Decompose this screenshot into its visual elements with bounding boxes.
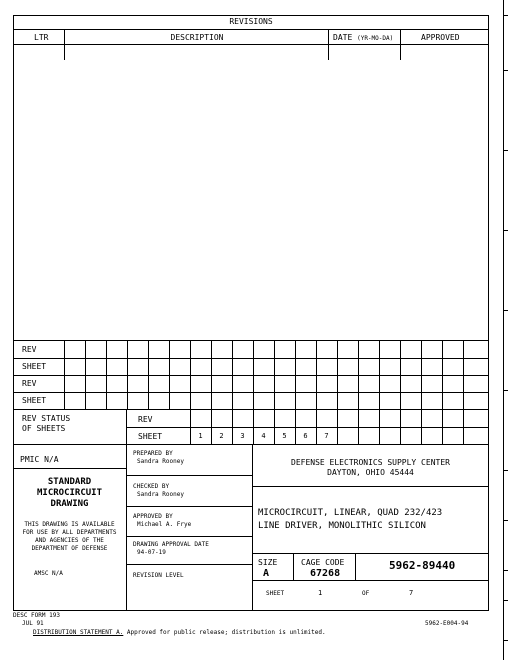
margin-tick	[504, 70, 508, 71]
checked-rule	[126, 506, 252, 507]
cage-divider	[355, 553, 356, 580]
rev-row-label: REV	[22, 345, 37, 354]
margin-tick	[504, 470, 508, 471]
availability-line1: THIS DRAWING IS AVAILABLE	[24, 521, 115, 528]
sheet-label: SHEET	[266, 590, 285, 597]
margin-tick	[504, 150, 508, 151]
rev-status-label-line1: REV STATUS	[22, 414, 71, 423]
revision-level-label: REVISION LEVEL	[133, 572, 184, 579]
size-rule	[252, 580, 489, 581]
drawing-number: 5962-89440	[389, 559, 456, 572]
availability-line3: AND AGENCIES OF THE	[35, 537, 104, 544]
rev-grid-column-line	[400, 340, 401, 409]
cage-code-value: 67268	[310, 568, 341, 579]
prepared-by-name: Sandra Rooney	[137, 458, 184, 465]
checked-by-label: CHECKED BY	[133, 483, 170, 490]
prepared-by-label: PREPARED BY	[133, 450, 173, 457]
sheet-row-label: SHEET	[22, 396, 47, 405]
revisions-title: REVISIONS	[229, 17, 273, 26]
rev-status-bottom-rule	[13, 444, 489, 445]
title-rule	[252, 553, 489, 554]
rev-grid-column-line	[190, 340, 191, 409]
margin-tick	[504, 520, 508, 521]
rev-grid-column-line	[421, 340, 422, 409]
agency-line1: DEFENSE ELECTRONICS SUPPLY CENTER	[291, 458, 450, 467]
margin-tick	[504, 600, 508, 601]
rev-grid-column-line	[337, 340, 338, 409]
rev-grid-column-line	[85, 340, 86, 409]
rev-status-divider	[126, 409, 127, 444]
margin-tick	[504, 230, 508, 231]
revisions-title-rule	[13, 29, 489, 30]
standard-line1: STANDARD	[47, 477, 92, 487]
margin-tick	[504, 640, 508, 641]
document-number: 5962-E004-94	[425, 620, 469, 627]
title-line1: MICROCIRCUIT, LINEAR, QUAD 232/423	[258, 508, 443, 518]
rev-grid-column-line	[442, 340, 443, 409]
margin-tick	[504, 570, 508, 571]
size-value: A	[263, 568, 270, 579]
rev-status-rev-label: REV	[138, 415, 153, 424]
rev-grid-column-line	[253, 340, 254, 409]
availability-line4: DEPARTMENT OF DEFENSE	[31, 545, 108, 552]
rev-grid-column-line	[211, 340, 212, 409]
rev-status-sheet-number: 4	[261, 432, 266, 440]
approved-by-name: Michael A. Frye	[137, 521, 192, 528]
margin-tick	[504, 390, 508, 391]
rev-row-label: REV	[22, 379, 37, 388]
approved-by-label: APPROVED BY	[133, 513, 173, 520]
col-date-header: DATE (YR-MO-DA)	[333, 33, 394, 42]
approval-date-rule	[126, 564, 252, 565]
approved-rule	[126, 536, 252, 537]
rev-grid-column-line	[169, 340, 170, 409]
standard-line3: DRAWING	[50, 499, 89, 509]
pmic-rule	[13, 468, 126, 469]
form-date: JUL 91	[22, 620, 44, 627]
of-value: 7	[409, 589, 414, 597]
rev-grid-column-line	[106, 340, 107, 409]
rev-grid-column-line	[463, 340, 464, 409]
rev-grid-column-line	[127, 340, 128, 409]
rev-grid-column-line	[148, 340, 149, 409]
rev-status-label-line2: OF SHEETS	[22, 424, 66, 433]
prepared-rule	[126, 475, 252, 476]
approval-date-value: 94-07-19	[137, 549, 166, 556]
sheet-value: 1	[318, 589, 323, 597]
rev-grid-column-line	[358, 340, 359, 409]
of-label: OF	[362, 590, 370, 597]
rev-grid-column-line	[64, 340, 65, 409]
rev-status-sheet-number: 1	[198, 432, 203, 440]
rev-status-sheet-number: 5	[282, 432, 287, 440]
pmic-label: PMIC N/A	[20, 455, 59, 464]
rev-grid-column-line	[232, 340, 233, 409]
agency-rule	[252, 486, 489, 487]
rev-grid-rule-4	[13, 409, 489, 410]
rev-grid-column-line	[379, 340, 380, 409]
title-line2: LINE DRIVER, MONOLITHIC SILICON	[258, 521, 426, 531]
size-divider	[293, 553, 294, 580]
approval-date-label: DRAWING APPROVAL DATE	[133, 541, 209, 548]
distribution-statement: DISTRIBUTION STATEMENT A. Approved for public release; distribution is unlimited.	[33, 629, 326, 636]
rev-status-extended-rule	[338, 427, 489, 428]
rev-status-sheet-number: 6	[303, 432, 308, 440]
form-number: DESC FORM 193	[13, 612, 60, 619]
right-margin-line	[503, 0, 504, 660]
rev-status-sheet-label: SHEET	[138, 432, 163, 441]
cage-code-label: CAGE CODE	[301, 558, 345, 567]
margin-tick	[504, 310, 508, 311]
rev-grid-column-line	[295, 340, 296, 409]
revisions-header-rule	[13, 44, 489, 45]
availability-line2: FOR USE BY ALL DEPARTMENTS	[22, 529, 117, 536]
rev-status-sheet-number: 2	[219, 432, 224, 440]
col-ltr-header: LTR	[34, 33, 49, 42]
rev-status-sheet-number: 7	[324, 432, 329, 440]
rev-grid-column-line	[274, 340, 275, 409]
title-block-left-divider	[126, 444, 127, 611]
sheet-row-label: SHEET	[22, 362, 47, 371]
checked-by-name: Sandra Rooney	[137, 491, 184, 498]
col-approved-header: APPROVED	[421, 33, 460, 42]
size-label: SIZE	[258, 558, 278, 567]
standard-line2: MICROCIRCUIT	[36, 488, 103, 498]
agency-line2: DAYTON, OHIO 45444	[327, 468, 414, 477]
amsc-label: AMSC N/A	[34, 570, 63, 577]
col-description-header: DESCRIPTION	[170, 33, 224, 42]
rev-grid-column-line	[316, 340, 317, 409]
rev-status-sheet-number: 3	[240, 432, 245, 440]
margin-tick	[504, 15, 508, 16]
